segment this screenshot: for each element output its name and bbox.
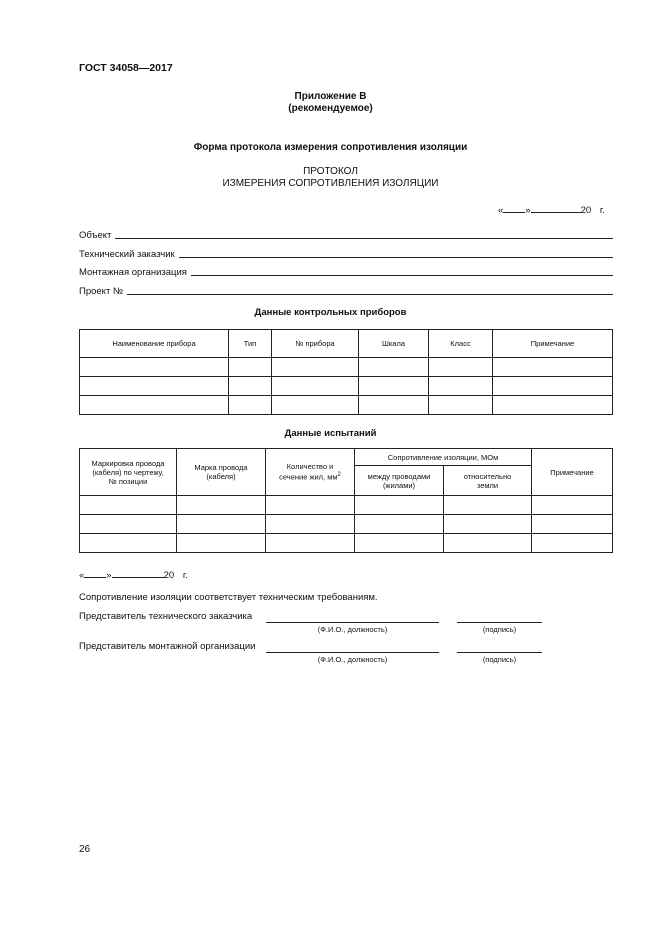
installer-sign-line[interactable] (457, 652, 542, 653)
table-row (80, 534, 613, 553)
appendix-title: Приложение В (294, 91, 367, 102)
date-top (498, 203, 605, 216)
tests-col-ground: относительно земли (444, 466, 532, 496)
date-year-prefix: 20 (580, 205, 592, 216)
table-row (80, 515, 613, 534)
tests-col-quantity: Количество и сечение жил, $мм^2$ (266, 449, 355, 496)
protocol-title: ПРОТОКОЛ (303, 166, 358, 177)
installer-label: Монтажная организация (79, 267, 187, 278)
document-standard: ГОСТ 34058—2017 (79, 62, 173, 74)
customer-rep-label: Представитель технического заказчика (79, 611, 253, 622)
instruments-col-name: Наименование прибора (80, 330, 229, 358)
object-field[interactable] (79, 227, 613, 241)
appendix-subtitle: (рекомендуемое) (288, 103, 373, 114)
date-day-blank (84, 568, 106, 578)
protocol-subtitle: ИЗМЕРЕНИЯ СОПРОТИВЛЕНИЯ ИЗОЛЯЦИИ (222, 178, 439, 189)
tests-col-marking: Маркировка провода (кабеля) по чертежу, № позиции (80, 449, 177, 496)
page-number: 26 (79, 844, 91, 855)
instruments-col-number: № прибора (272, 330, 359, 358)
tests-col-between: между проводами (жилами) (355, 466, 444, 496)
installer-sign-caption: (подпись) (482, 655, 517, 664)
date-year-suffix: г. (182, 570, 188, 581)
customer-sign-caption: (подпись) (482, 625, 517, 634)
installer-fio-caption: (Ф.И.О., должность) (317, 655, 388, 664)
instruments-table (79, 329, 613, 415)
customer-field[interactable] (79, 246, 613, 260)
customer-fio-line[interactable] (266, 622, 439, 623)
project-label: Проект № (79, 286, 124, 297)
customer-line (179, 257, 613, 258)
date-year-suffix: г. (599, 205, 605, 216)
date-bottom (79, 568, 188, 581)
installer-field[interactable] (79, 264, 613, 278)
instruments-col-scale: Шкала (359, 330, 429, 358)
instruments-title: Данные контрольных приборов (254, 307, 407, 318)
date-month-blank (112, 568, 164, 578)
instruments-col-note: Примечание (493, 330, 613, 358)
conclusion-text: Сопротивление изоляции соответствует техническим требованиям. (79, 592, 378, 603)
date-close-quote: » (106, 570, 112, 581)
date-year-prefix: 20 (163, 570, 175, 581)
date-month-blank (531, 203, 581, 213)
project-line (127, 294, 613, 295)
project-field[interactable] (79, 283, 613, 297)
installer-rep-label: Представитель монтажной организации (79, 641, 256, 652)
object-label: Объект (79, 230, 112, 241)
table-row (80, 396, 613, 415)
date-open-quote: « (498, 205, 504, 216)
tests-title: Данные испытаний (284, 428, 377, 439)
customer-fio-caption: (Ф.И.О., должность) (317, 625, 388, 634)
customer-label: Технический заказчик (79, 249, 175, 260)
instruments-col-type: Тип (229, 330, 272, 358)
table-row (80, 496, 613, 515)
tests-table (79, 448, 613, 553)
table-row (80, 377, 613, 396)
form-title: Форма протокола измерения сопротивления изоляции (193, 142, 468, 153)
customer-sign-line[interactable] (457, 622, 542, 623)
tests-col-brand: Марка провода (кабеля) (177, 449, 266, 496)
tests-header-row-1 (80, 449, 613, 466)
installer-line (191, 275, 613, 276)
instruments-header-row (80, 330, 613, 358)
tests-col-note: Примечание (532, 449, 613, 496)
installer-fio-line[interactable] (266, 652, 439, 653)
instruments-col-class: Класс (429, 330, 493, 358)
object-line (115, 238, 613, 239)
date-open-quote: « (79, 570, 85, 581)
date-close-quote: » (525, 205, 531, 216)
tests-col-resistance: Сопротивление изоляции, МОм (355, 449, 532, 466)
table-row (80, 358, 613, 377)
date-day-blank (503, 203, 525, 213)
